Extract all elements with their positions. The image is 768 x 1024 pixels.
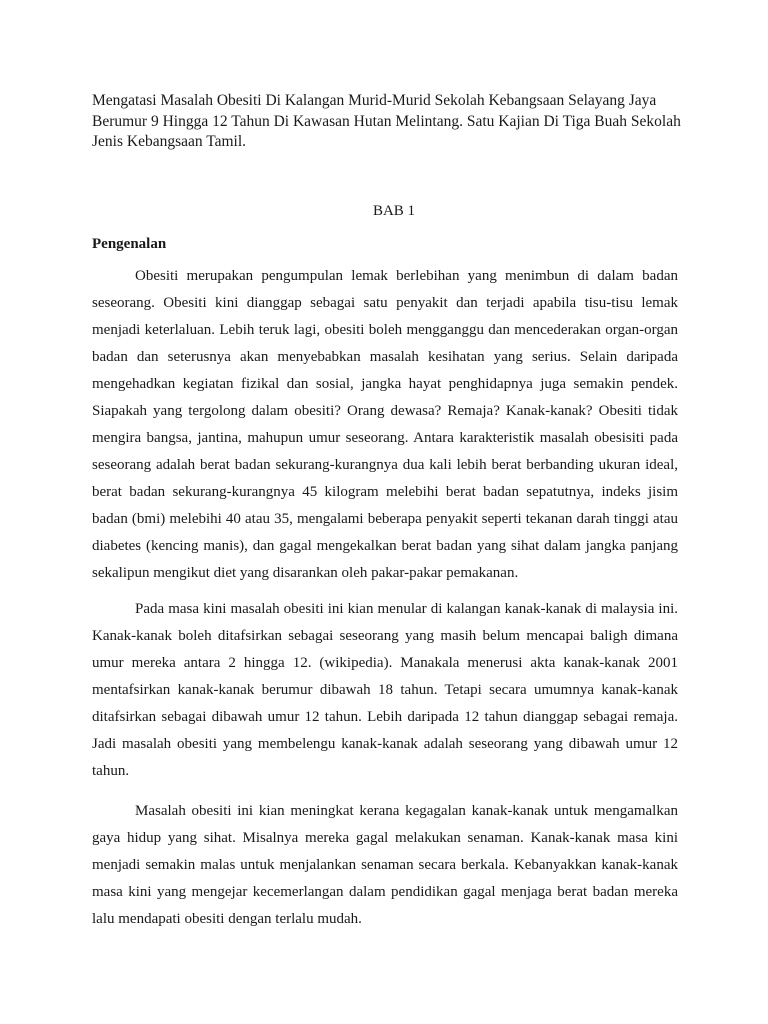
paragraph-2: Pada masa kini masalah obesiti ini kian menular di kalangan kanak-kanak di malaysia ini. Kanak-kanak boleh ditafsirkan sebagai seseorang yang masih belum mencapai baligh dimana umur mereka antara 2 hingga 12. (wikipedia). Manakala menerusi akta kanak-kanak 2001 mentafsirkan kanak-kanak berumur dibawah 18 tahun. Tetapi secara umumnya kanak-kanak ditafsirkan sebagai dibawah umur 12 tahun. Lebih daripada 12 tahun dianggap sebagai remaja. Jadi masalah obesiti yang membelengu kanak-kanak adalah seseorang yang dibawah umur 12 tahun. [92, 601, 678, 779]
chapter-heading: BAB 1 [372, 203, 416, 219]
paragraph-3: Masalah obesiti ini kian meningkat kerana kegagalan kanak-kanak untuk mengamalkan gaya hidup yang sihat. Misalnya mereka gagal melakukan senaman. Kanak-kanak masa kini menjadi semakin malas untuk menjalankan senaman secara berkala. Kebanyakkan kanak-kanak masa kini yang mengejar kecemerlangan dalam pendidikan gagal menjaga berat badan mereka lalu mendapati obesiti dengan terlalu mudah. [92, 803, 678, 927]
section-heading: Pengenalan [92, 236, 167, 252]
paragraph-1: Obesiti merupakan pengumpulan lemak berlebihan yang menimbun di dalam badan seseorang. Obesiti kini dianggap sebagai satu penyakit dan terjadi apabila tisu-tisu lemak menjadi keterlaluan. Lebih teruk lagi, obesiti boleh mengganggu dan mencederakan organ-organ badan dan seterusnya akan menyebabkan masalah kesihatan yang serius. Selain daripada mengehadkan kegiatan fizikal dan sosial, jangka hayat penghidapnya juga semakin pendek. Siapakah yang tergolong dalam obesiti? Orang dewasa? Remaja? Kanak-kanak? Obesiti tidak mengira bangsa, jantina, mahupun umur seseorang. Antara karakteristik masalah obesisiti pada seseorang adalah berat badan sekurang-kurangnya dua kali lebih berat berbanding ukuran ideal, berat badan sekurang-kurangnya 45 kilogram melebihi berat badan sepatutnya, indeks jisim badan (bmi) melebihi 40 atau 35, mengalami beberapa penyakit seperti tekanan darah tinggi atau diabetes (kencing manis), dan gagal mengekalkan berat badan yang sihat dalam jangka panjang sekalipun mengikut diet yang disarankan oleh pakar-pakar pemakanan. [92, 268, 678, 581]
document-title: Mengatasi Masalah Obesiti Di Kalangan Murid-Murid Sekolah Kebangsaan Selayang Jaya Berumur 9 Hingga 12 Tahun Di Kawasan Hutan Melintang. Satu Kajian Di Tiga Buah Sekolah Jenis Kebangsaan Tamil. [92, 92, 681, 150]
